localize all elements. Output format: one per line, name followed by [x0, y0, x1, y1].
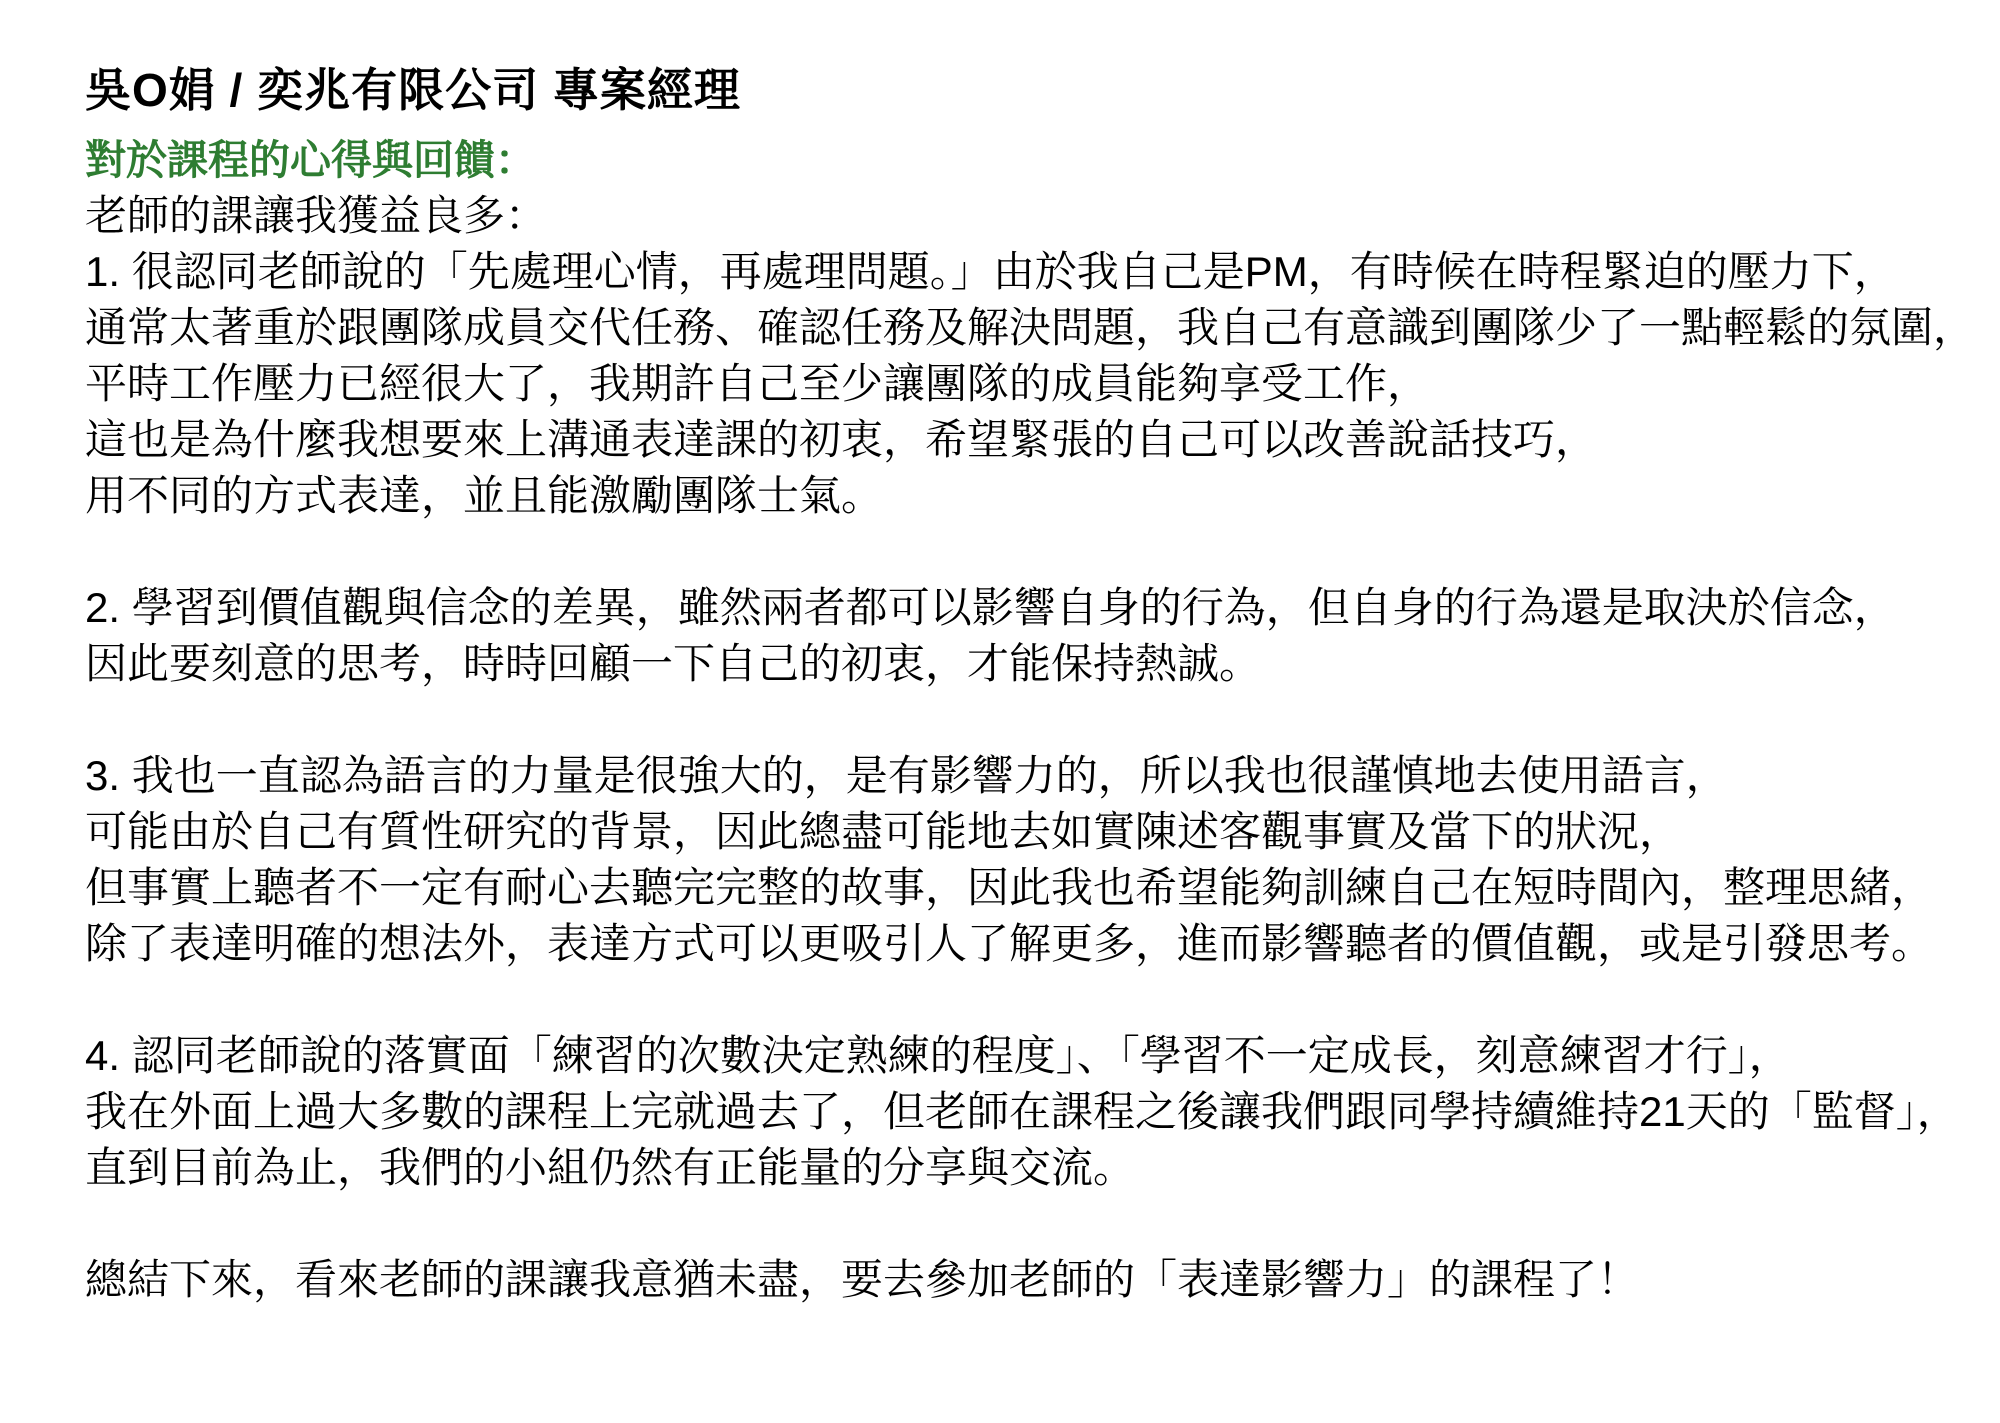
- page-title: 吳O娟 / 奕兆有限公司 專案經理: [85, 64, 741, 116]
- section-heading: 對於課程的心得與回饋：: [85, 137, 536, 183]
- text-line: 總結下來，看來老師的課讓我意猶未盡，要去參加老師的「表達影響力」的課程了！: [85, 1256, 1640, 1303]
- text-line: 1. 很認同老師說的「先處理心情，再處理問題。」由於我自己是PM，有時候在時程緊迫的壓力下，: [85, 248, 1896, 295]
- paragraph: [85, 580, 1940, 692]
- text-line: 用不同的方式表達，並且能激勵團隊士氣。: [85, 472, 884, 519]
- feedback-body: [85, 244, 1976, 1308]
- text-line: 因此要刻意的思考，時時回顧一下自己的初衷，才能保持熱誠。: [85, 640, 1262, 687]
- text-line: 這也是為什麼我想要來上溝通表達課的初衷，希望緊張的自己可以改善說話技巧，: [85, 416, 1598, 463]
- text-line: 但事實上聽者不一定有耐心去聽完完整的故事，因此我也希望能夠訓練自己在短時間內，整理思緒，: [85, 864, 1934, 911]
- text-line: 2. 學習到價值觀與信念的差異，雖然兩者都可以影響自身的行為，但自身的行為還是取決於信念，: [85, 584, 1896, 631]
- paragraph: [85, 1028, 1959, 1196]
- text-line: 除了表達明確的想法外，表達方式可以更吸引人了解更多，進而影響聽者的價值觀，或是引發思考。: [85, 920, 1934, 967]
- text-line: 我在外面上過大多數的課程上完就過去了，但老師在課程之後讓我們跟同學持續維持21天的「監督」，: [85, 1088, 1959, 1135]
- paragraph: [85, 244, 1976, 524]
- text-line: 可能由於自己有質性研究的背景，因此總盡可能地去如實陳述客觀事實及當下的狀況，: [85, 808, 1682, 855]
- text-line: 平時工作壓力已經很大了，我期許自己至少讓團隊的成員能夠享受工作，: [85, 360, 1430, 407]
- text-line: 3. 我也一直認為語言的力量是很強大的，是有影響力的，所以我也很謹慎地去使用語言，: [85, 752, 1728, 799]
- text-line: 直到目前為止，我們的小組仍然有正能量的分享與交流。: [85, 1144, 1136, 1191]
- text-line: 4. 認同老師說的落實面「練習的次數決定熟練的程度」、「學習不一定成長，刻意練習才行」，: [85, 1032, 1791, 1079]
- intro-line: 老師的課讓我獲益良多：: [85, 192, 548, 239]
- text-line: 通常太著重於跟團隊成員交代任務、確認任務及解決問題，我自己有意識到團隊少了一點輕鬆的氛圍，: [85, 304, 1976, 351]
- paragraph: [85, 748, 1940, 972]
- paragraph: [85, 1252, 1940, 1308]
